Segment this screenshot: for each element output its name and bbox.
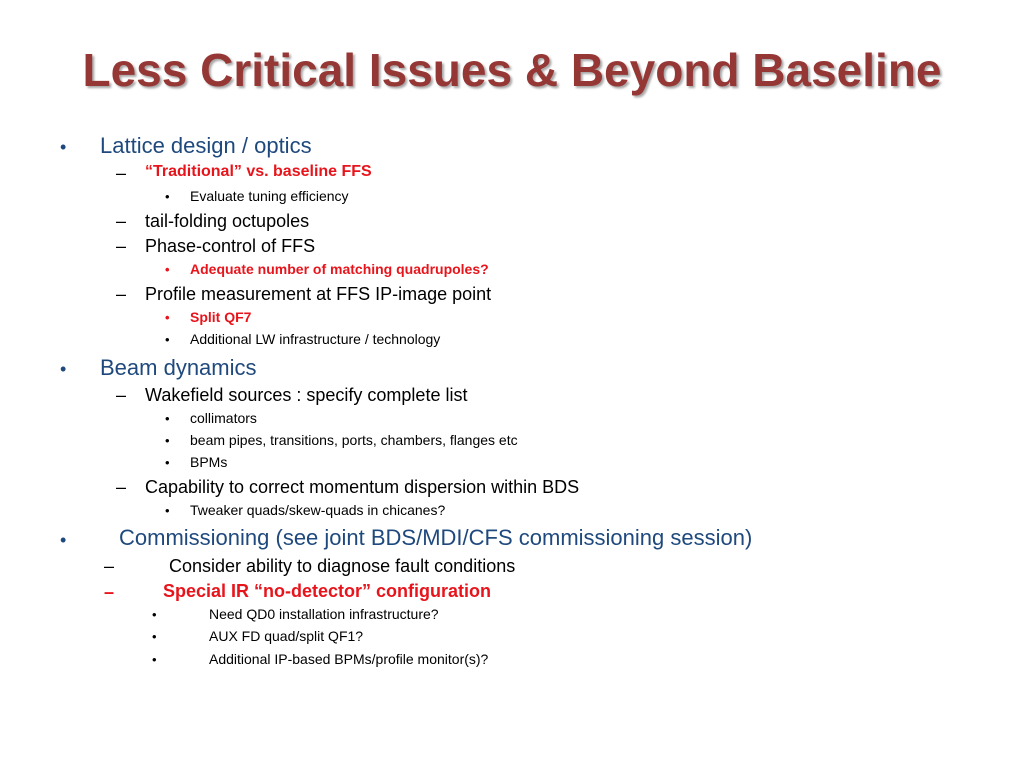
bullet-icon: •	[165, 433, 170, 448]
bullet-icon: •	[60, 359, 67, 379]
bullet-beam-dynamics: Beam dynamics	[100, 355, 257, 380]
dash-icon: –	[116, 385, 127, 405]
bullet-split-qf7: Split QF7	[190, 309, 252, 325]
bullet-additional-ip: Additional IP-based BPMs/profile monitor(s)?	[209, 651, 489, 667]
bullet-icon: •	[165, 503, 170, 518]
bullet-adequate-quads: Adequate number of matching quadrupoles?	[190, 261, 489, 277]
bullet-traditional-ffs: “Traditional” vs. baseline FFS	[145, 163, 372, 180]
bullet-icon: •	[165, 455, 170, 470]
bullet-icon: •	[152, 629, 157, 644]
bullet-special-ir: Special IR “no-detector” configuration	[163, 581, 492, 601]
dash-icon: –	[116, 163, 127, 183]
bullet-tweaker: Tweaker quads/skew-quads in chicanes?	[190, 502, 446, 518]
bullet-qd0-install: Need QD0 installation infrastructure?	[209, 606, 439, 622]
bullet-collimators: collimators	[190, 410, 257, 426]
bullet-icon: •	[165, 411, 170, 426]
bullet-beam-pipes: beam pipes, transitions, ports, chambers, flanges etc	[190, 432, 518, 448]
bullet-capability: Capability to correct momentum dispersion within BDS	[145, 477, 580, 497]
bullet-phase-control: Phase-control of FFS	[145, 236, 316, 256]
bullet-icon: •	[165, 332, 170, 347]
bullet-profile-measurement: Profile measurement at FFS IP-image point	[145, 284, 492, 304]
bullet-commissioning: Commissioning (see joint BDS/MDI/CFS commissioning session)	[119, 525, 753, 550]
dash-icon: –	[116, 284, 127, 304]
bullet-icon: •	[165, 262, 170, 277]
bullet-additional-lw: Additional LW infrastructure / technology	[190, 331, 441, 347]
bullet-icon: •	[152, 607, 157, 622]
bullet-icon: •	[165, 310, 170, 325]
bullet-lattice-design: Lattice design / optics	[100, 133, 312, 158]
bullet-aux-fd: AUX FD quad/split QF1?	[209, 628, 364, 644]
bullet-wakefield: Wakefield sources : specify complete list	[145, 385, 468, 405]
bullet-icon: •	[60, 137, 67, 157]
bullet-icon: •	[60, 530, 67, 550]
bullet-icon: •	[165, 189, 170, 204]
slide-title: Less Critical Issues & Beyond Baseline	[82, 44, 942, 96]
bullet-bpms: BPMs	[190, 454, 228, 470]
dash-icon: –	[104, 582, 115, 602]
dash-icon: –	[104, 556, 115, 576]
bullet-fault-conditions: Consider ability to diagnose fault conditions	[169, 556, 516, 576]
bullet-icon: •	[152, 652, 157, 667]
dash-icon: –	[116, 211, 127, 231]
dash-icon: –	[116, 477, 127, 497]
bullet-evaluate-tuning: Evaluate tuning efficiency	[190, 188, 349, 204]
bullet-tail-folding: tail-folding octupoles	[145, 211, 310, 231]
dash-icon: –	[116, 236, 127, 256]
